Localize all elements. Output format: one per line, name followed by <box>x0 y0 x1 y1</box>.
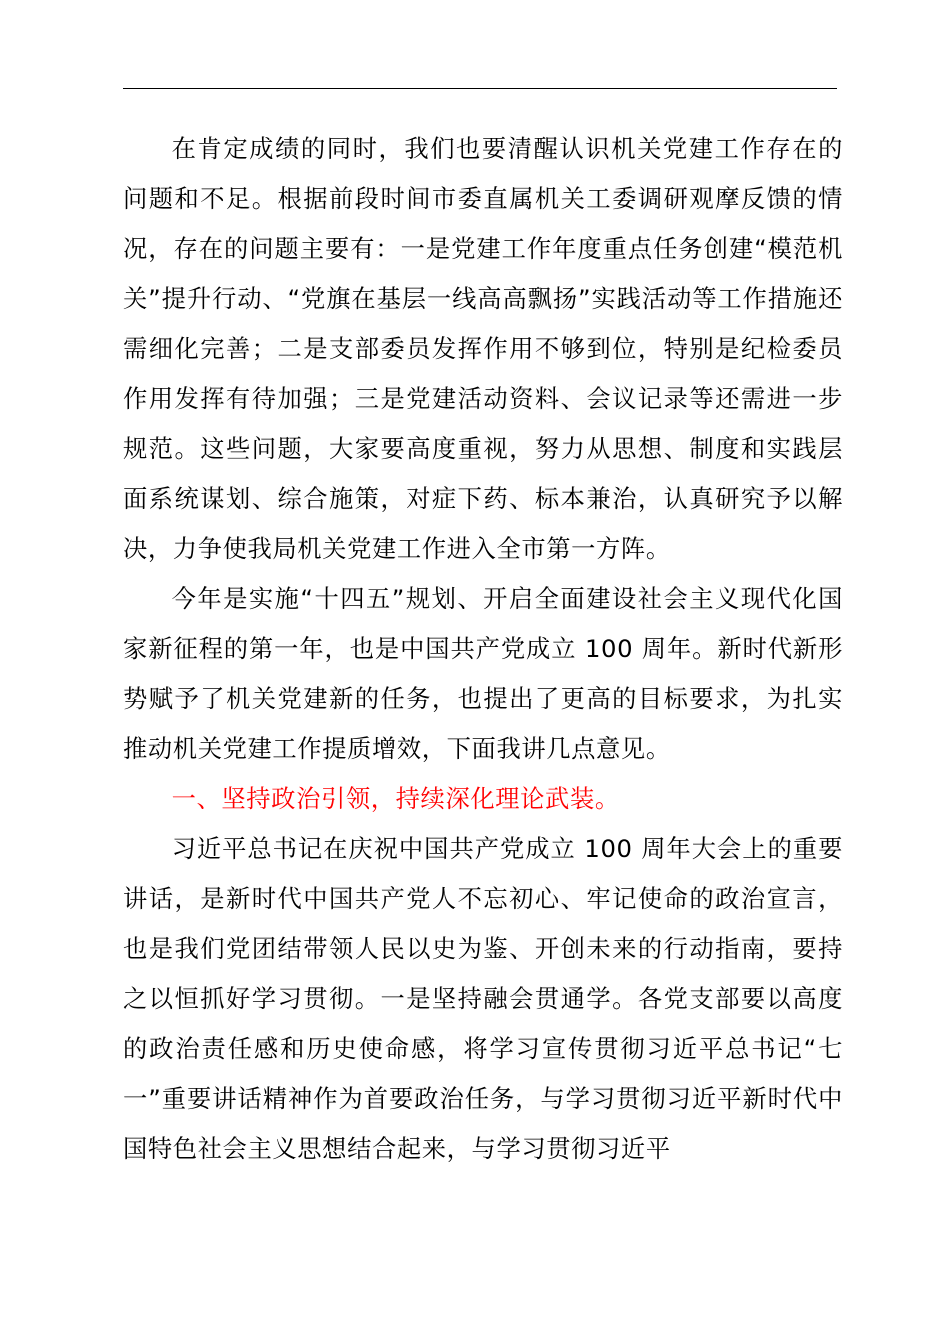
paragraph-context: 今年是实施“十四五”规划、开启全面建设社会主义现代化国家新征程的第一年，也是中国共产党成立 100 周年。新时代新形势赋予了机关党建新的任务，也提出了更高的目标要求，为扎实推动机关党建工作提质增效，下面我讲几点意见。 <box>123 584 843 763</box>
paragraph-section-body: 习近平总书记在庆祝中国共产党成立 100 周年大会上的重要讲话，是新时代中国共产党人不忘初心、牢记使命的政治宣言，也是我们党团结带领人民以史为鉴、开创未来的行动指南，要持之以恒抓好学习贯彻。一是坚持融会贯通学。各党支部要以高度的政治责任感和历史使命感，将学习宣传贯彻习近平总书记“七一”重要讲话精神作为首要政治任务，与学习贯彻习近平新时代中国特色社会主义思想结合起来，与学习贯彻习近平 <box>123 834 843 1163</box>
document-body <box>123 124 843 1174</box>
header-rule <box>123 88 837 89</box>
section-heading: 一、坚持政治引领，持续深化理论武装。 <box>171 784 620 813</box>
paragraph-problems: 在肯定成绩的同时，我们也要清醒认识机关党建工作存在的问题和不足。根据前段时间市委直属机关工委调研观摩反馈的情况，存在的问题主要有：一是党建工作年度重点任务创建“模范机关”提升行动、“党旗在基层一线高高飘扬”实践活动等工作措施还需细化完善；二是支部委员发挥作用不够到位，特别是纪检委员作用发挥有待加强；三是党建活动资料、会议记录等还需进一步规范。这些问题，大家要高度重视，努力从思想、制度和实践层面系统谋划、综合施策，对症下药、标本兼治，认真研究予以解决，力争使我局机关党建工作进入全市第一方阵。 <box>123 134 843 563</box>
